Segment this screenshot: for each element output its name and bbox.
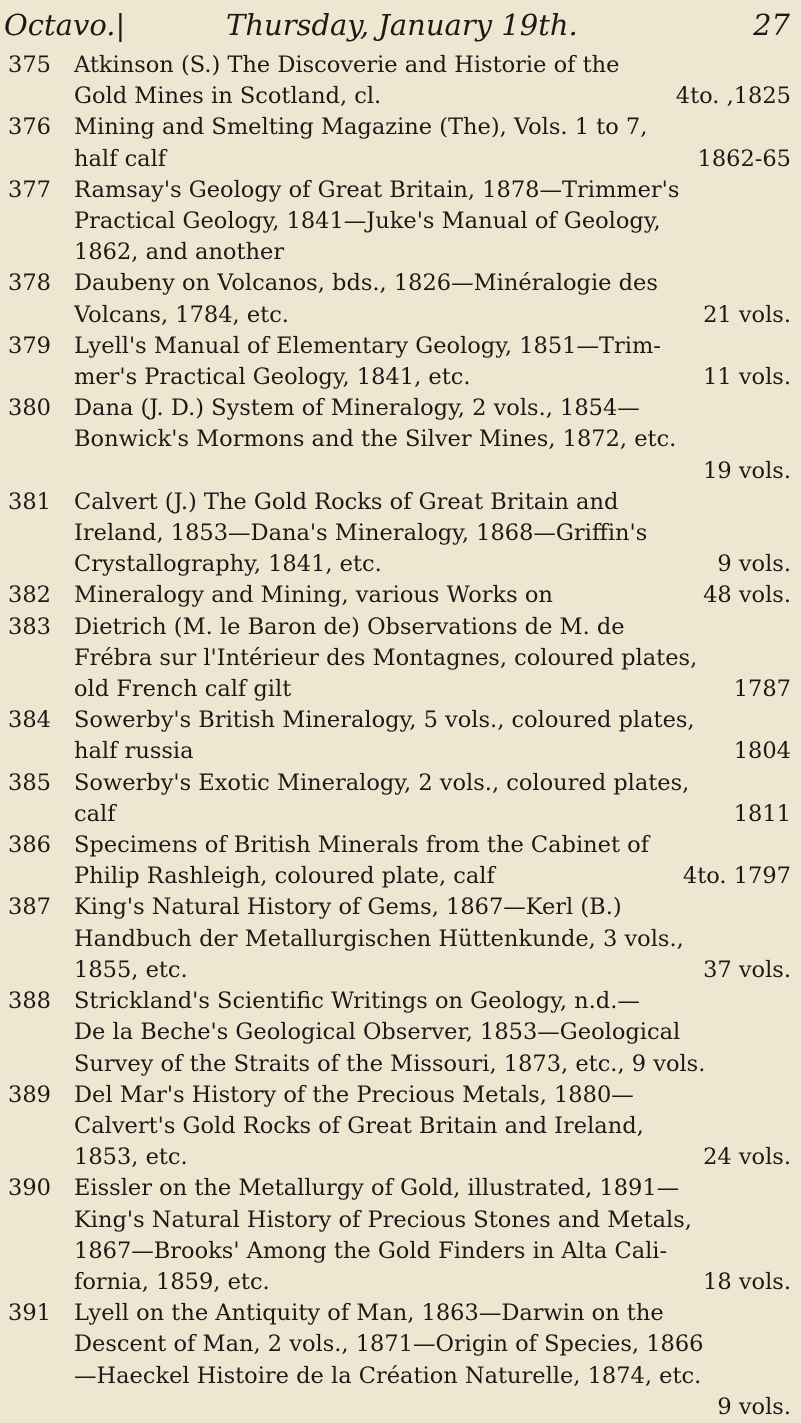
lot-entry <box>0 175 801 269</box>
lot-description-text: half russia <box>74 738 194 765</box>
lot-number: 375 <box>8 52 51 78</box>
lot-format-date: 1804 <box>733 738 791 765</box>
lot-description-line: De la Beche's Geological Observer, 1853—Geological <box>74 1019 681 1046</box>
lot-description-line: Ramsay's Geology of Great Britain, 1878—Trimmer's <box>74 176 680 203</box>
lot-description-line: Daubeny on Volcanos, bds., 1826—Minéralogie des <box>74 270 658 297</box>
lot-format-date: 4to. 1797 <box>682 863 791 890</box>
lot-number: 387 <box>8 894 51 921</box>
lot-description-line <box>74 674 791 705</box>
lot-number: 390 <box>8 1175 51 1202</box>
lot-description-text: Gold Mines in Scotland, cl. <box>74 83 382 110</box>
lot-entry <box>0 393 801 487</box>
lot-description-line <box>74 955 791 986</box>
lot-format-date: 11 vols. <box>703 364 791 391</box>
lot-description-line: Survey of the Straits of the Missouri, 1873, etc., 9 vols. <box>74 1050 706 1077</box>
lot-number: 378 <box>8 270 51 297</box>
lot-description-text: Philip Rashleigh, coloured plate, calf <box>74 863 495 890</box>
lot-description-line: Frébra sur l'Intérieur des Montagnes, coloured plates, <box>74 644 698 671</box>
lot-description-line: Bonwick's Mormons and the Silver Mines, 1872, etc. <box>74 426 677 453</box>
lot-description-text: mer's Practical Geology, 1841, etc. <box>74 364 471 391</box>
lot-description-line <box>74 736 791 767</box>
lot-entry <box>0 705 801 767</box>
lot-entry <box>0 1298 801 1423</box>
lot-number: 381 <box>8 488 51 515</box>
lot-description-line <box>74 549 791 580</box>
lot-number: 382 <box>8 582 51 609</box>
lot-entry <box>0 1080 801 1174</box>
lot-list <box>0 50 801 1423</box>
lot-entry <box>0 1173 801 1298</box>
lot-format-date: 48 vols. <box>703 582 791 609</box>
lot-description-line <box>74 861 791 892</box>
page-header <box>4 8 790 48</box>
lot-description-line <box>74 300 791 331</box>
sale-date: Thursday, January 19th. <box>226 8 578 42</box>
lot-description-line: Mining and Smelting Magazine (The), Vols. 1 to 7, <box>74 114 648 141</box>
lot-format-date: 1862-65 <box>697 145 791 172</box>
lot-description-line <box>74 1142 791 1173</box>
lot-description-line: Del Mar's History of the Precious Metals, 1880— <box>74 1081 634 1108</box>
lot-volume-count: 19 vols. <box>703 457 791 484</box>
lot-description-line <box>74 580 791 611</box>
lot-number: 391 <box>8 1300 51 1327</box>
lot-description-line: Calvert (J.) The Gold Rocks of Great Britain and <box>74 488 619 515</box>
lot-number: 379 <box>8 332 51 359</box>
lot-entry <box>0 112 801 174</box>
lot-description-line: Eissler on the Metallurgy of Gold, illustrated, 1891— <box>74 1175 680 1202</box>
lot-format-date: 1787 <box>733 676 791 703</box>
lot-description-text: old French calf gilt <box>74 676 292 703</box>
lot-description-line: King's Natural History of Precious Stones and Metals, <box>74 1206 692 1233</box>
lot-description-line: Dietrich (M. le Baron de) Observations de M. de <box>74 613 625 640</box>
lot-description-line: 1862, and another <box>74 239 285 266</box>
lot-format-date: 21 vols. <box>703 301 791 328</box>
lot-number: 380 <box>8 395 51 422</box>
page-number: 27 <box>753 8 790 42</box>
lot-description-line: Ireland, 1853—Dana's Mineralogy, 1868—Griffin's <box>74 520 648 547</box>
lot-entry <box>0 331 801 393</box>
lot-description-text: Mineralogy and Mining, various Works on <box>74 582 553 609</box>
lot-format-date: 9 vols. <box>717 551 791 578</box>
lot-description-line <box>74 799 791 830</box>
lot-format-date: 1811 <box>733 800 791 827</box>
lot-number: 388 <box>8 988 51 1015</box>
lot-description-line: Descent of Man, 2 vols., 1871—Origin of Species, 1866 <box>74 1331 704 1358</box>
lot-description-line <box>74 81 791 112</box>
lot-entry <box>0 892 801 986</box>
lot-description-line: Sowerby's British Mineralogy, 5 vols., coloured plates, <box>74 707 695 734</box>
lot-description-text: calf <box>74 800 116 827</box>
section-label: Octavo.| <box>4 8 126 42</box>
lot-description-line: 1867—Brooks' Among the Gold Finders in Alta Cali- <box>74 1237 668 1264</box>
lot-entry <box>0 612 801 706</box>
lot-description-text: 1855, etc. <box>74 956 188 983</box>
lot-number: 385 <box>8 769 51 796</box>
lot-description-line: Lyell's Manual of Elementary Geology, 1851—Trim- <box>74 332 661 359</box>
lot-description-line: Handbuch der Metallurgischen Hüttenkunde, 3 vols., <box>74 925 684 952</box>
lot-description-line: Sowerby's Exotic Mineralogy, 2 vols., coloured plates, <box>74 769 690 796</box>
lot-entry <box>0 986 801 1080</box>
lot-description-line: Dana (J. D.) System of Mineralogy, 2 vols., 1854— <box>74 395 640 422</box>
lot-description-line <box>74 1267 791 1298</box>
lot-description-line: Practical Geology, 1841—Juke's Manual of Geology, <box>74 208 661 235</box>
lot-number: 376 <box>8 114 51 141</box>
lot-description-text: fornia, 1859, etc. <box>74 1268 270 1295</box>
lot-format-date: 4to. ,1825 <box>675 83 791 110</box>
lot-entry <box>0 268 801 330</box>
lot-description-text: Crystallography, 1841, etc. <box>74 551 382 578</box>
lot-description-text: Volcans, 1784, etc. <box>74 301 289 328</box>
lot-description-text: half calf <box>74 145 167 172</box>
lot-number: 384 <box>8 707 51 734</box>
lot-entry <box>0 487 801 581</box>
lot-description-line: Strickland's Scientific Writings on Geology, n.d.— <box>74 988 640 1015</box>
lot-description-line <box>74 144 791 175</box>
lot-number: 389 <box>8 1081 51 1108</box>
lot-number: 386 <box>8 832 51 859</box>
lot-entry <box>0 50 801 112</box>
lot-description-text: 1853, etc. <box>74 1144 188 1171</box>
lot-entry <box>0 580 801 611</box>
lot-description-line: —Haeckel Histoire de la Création Naturelle, 1874, etc. <box>74 1362 702 1389</box>
lot-description-line <box>74 362 791 393</box>
lot-entry <box>0 768 801 830</box>
lot-number: 383 <box>8 613 51 640</box>
lot-format-date: 24 vols. <box>703 1144 791 1171</box>
lot-format-date: 37 vols. <box>703 956 791 983</box>
lot-description-line: Atkinson (S.) The Discoverie and Historie of the <box>74 52 620 78</box>
lot-description-line: Lyell on the Antiquity of Man, 1863—Darwin on the <box>74 1300 664 1327</box>
lot-entry <box>0 830 801 892</box>
lot-description-line: King's Natural History of Gems, 1867—Kerl (B.) <box>74 894 622 921</box>
lot-number: 377 <box>8 176 51 203</box>
lot-description-line: Calvert's Gold Rocks of Great Britain and Ireland, <box>74 1112 644 1139</box>
lot-description-line: Specimens of British Minerals from the Cabinet of <box>74 832 650 859</box>
lot-volume-count: 9 vols. <box>717 1393 791 1420</box>
lot-format-date: 18 vols. <box>703 1268 791 1295</box>
